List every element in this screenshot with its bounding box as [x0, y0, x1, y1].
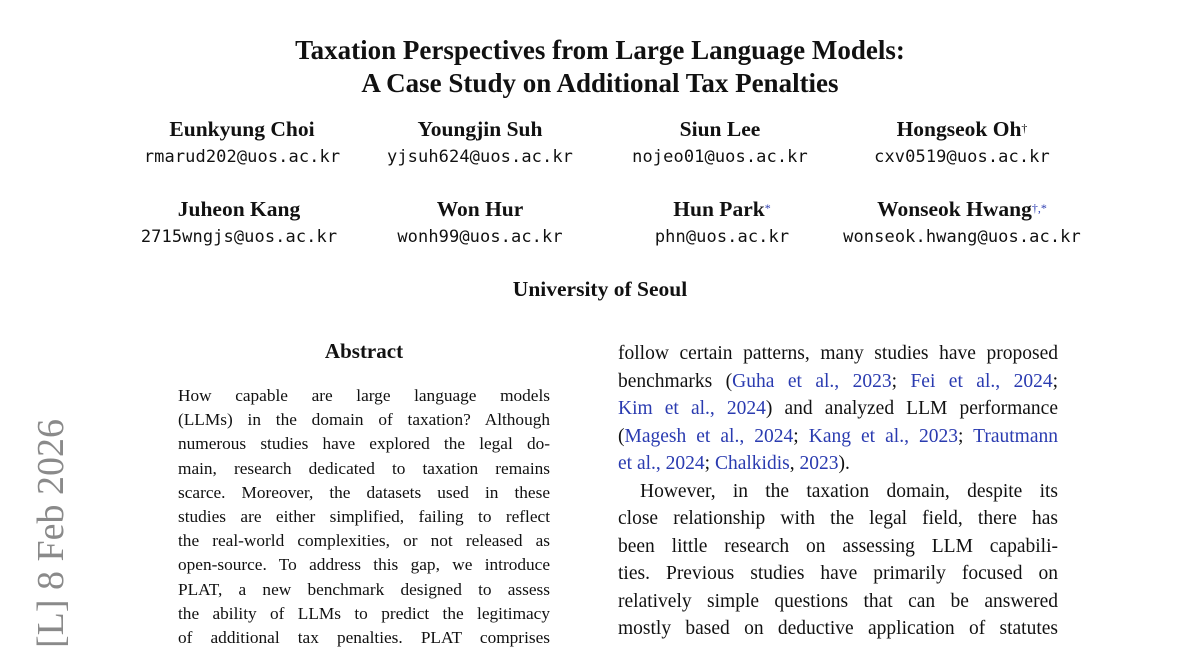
abstract-line: PLAT, a new benchmark designed to assess: [178, 579, 550, 599]
paper-title-line-1: Taxation Perspectives from Large Language Models:: [295, 35, 905, 65]
body-line: mostly based on deductive application of statutes: [618, 618, 1058, 639]
abstract-body: [178, 384, 550, 648]
body-line: close relationship with the legal field, there has: [618, 508, 1058, 529]
author-name: Juheon Kang: [177, 197, 301, 221]
body-line: However, in the taxation domain, despite its: [640, 480, 1058, 502]
author-name-with-mark: [832, 116, 1092, 142]
affiliation-mark: †: [1021, 121, 1028, 135]
author-block: [350, 116, 610, 168]
citation-link[interactable]: Kim et al., 2024: [618, 398, 766, 419]
body-right-column: [618, 340, 1058, 643]
abstract-line: How capable are large language models: [178, 386, 550, 405]
author-email: cxv0519@uos.ac.kr: [874, 147, 1050, 167]
citation-link[interactable]: Fei et al., 2024: [910, 370, 1053, 392]
author-email: yjsuh624@uos.ac.kr: [386, 147, 574, 167]
author-block: [112, 116, 372, 168]
author-name: Eunkyung Choi: [169, 117, 315, 141]
author-block: [832, 196, 1092, 248]
author-name: Hun Park: [673, 197, 765, 221]
abstract-line: scarce. Moreover, the datasets used in these: [178, 482, 550, 502]
author-block: [832, 116, 1092, 168]
body-line: Kim et al., 2024) and analyzed LLM performance: [618, 398, 1058, 419]
abstract-line: the ability of LLMs to predict the legitimacy: [178, 603, 550, 623]
citation-link[interactable]: Trautmann: [973, 425, 1058, 447]
body-line: relatively simple questions that can be answered: [618, 590, 1058, 612]
author-block: [592, 196, 852, 248]
author-name: Hongseok Oh: [896, 117, 1022, 141]
abstract-line: of additional tax penalties. PLAT comprises: [178, 627, 550, 647]
citation-link[interactable]: et al., 2024: [618, 453, 705, 474]
body-line: (Magesh et al., 2024; Kang et al., 2023; Trautmann: [618, 425, 1058, 447]
corresponding-mark: *: [764, 201, 771, 215]
citation-link[interactable]: Guha et al., 2023: [732, 370, 892, 392]
abstract-line: studies are either simplified, failing to reflect: [178, 506, 550, 526]
affiliation-mark: †,*: [1031, 201, 1047, 215]
author-email: rmarud202@uos.ac.kr: [143, 147, 341, 167]
arxiv-stamp: [L] 8 Feb 2026: [30, 418, 72, 648]
author-block: [109, 196, 369, 248]
abstract-line: main, research dedicated to taxation remains: [178, 458, 550, 478]
paper-title-line-2: A Case Study on Additional Tax Penalties: [361, 68, 839, 98]
abstract-line: open-source. To address this gap, we introduce: [178, 555, 550, 575]
author-email: wonh99@uos.ac.kr: [397, 227, 563, 247]
body-line: et al., 2024; Chalkidis, 2023).: [618, 453, 850, 474]
author-name-with-mark: [592, 196, 852, 222]
abstract-line: the real-world complexities, or not released as: [178, 531, 550, 551]
author-name: Wonseok Hwang: [877, 197, 1032, 221]
author-email: nojeo01@uos.ac.kr: [632, 147, 808, 167]
body-line: been little research on assessing LLM capabili-: [618, 535, 1058, 557]
author-email: 2715wngjs@uos.ac.kr: [140, 227, 338, 247]
author-name: Youngjin Suh: [417, 117, 543, 141]
author-name: Siun Lee: [679, 117, 761, 141]
author-email: phn@uos.ac.kr: [654, 227, 790, 247]
affiliation: University of Seoul: [512, 277, 688, 301]
body-line: ties. Previous studies have primarily focused on: [618, 563, 1058, 584]
author-name-with-mark: [832, 196, 1092, 222]
author-block: [350, 196, 610, 248]
author-email: wonseok.hwang@uos.ac.kr: [843, 227, 1081, 247]
citation-link[interactable]: Chalkidis: [714, 453, 790, 474]
body-line: benchmarks (Guha et al., 2023; Fei et al., 2024;: [618, 370, 1058, 392]
author-block: [590, 116, 850, 168]
body-line: follow certain patterns, many studies have proposed: [618, 343, 1058, 364]
citation-link[interactable]: 2023: [799, 453, 839, 474]
abstract-line: (LLMs) in the domain of taxation? Although: [178, 410, 550, 430]
abstract-heading: Abstract: [324, 339, 404, 363]
citation-link[interactable]: Kang et al., 2023: [808, 425, 958, 447]
citation-link[interactable]: Magesh et al., 2024: [624, 425, 794, 447]
abstract-line: numerous studies have explored the legal do-: [178, 434, 550, 454]
author-name: Won Hur: [436, 197, 524, 221]
